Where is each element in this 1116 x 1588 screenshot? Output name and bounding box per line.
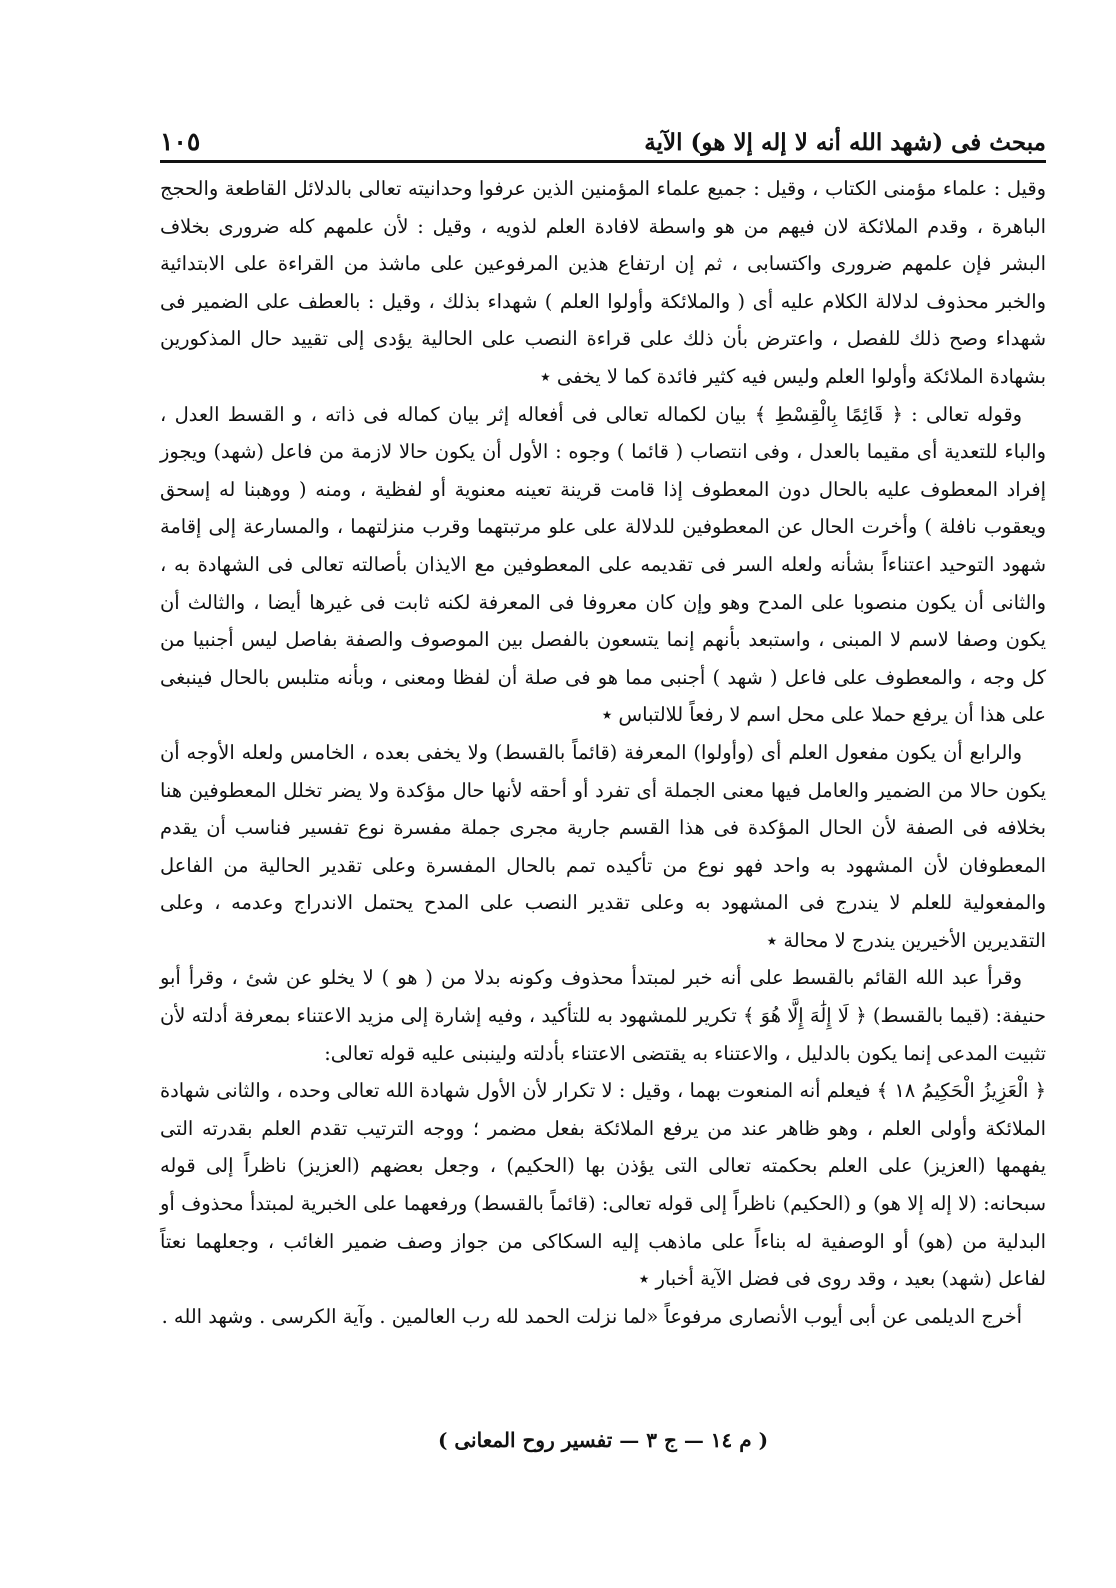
body-text xyxy=(160,170,1046,1335)
footer-signature: ( م ١٤ — ج ٣ — تفسير روح المعانى ) xyxy=(437,1428,769,1452)
paragraph-2: وقوله تعالى : ﴿ قَائِمًا بِالْقِسْطِ ﴾ بيان لكماله تعالى فى أفعاله إثر بيان كماله فى ذاته ، و القسط العدل ، والباء للتعدية أى مقيما بالعدل ، وفى انتصاب ( قائما ) وجوه : الأول أن يكون حالا لازمة من فاعل (شهد) ويجوز إفراد المعطوف عليه بالحال دون المعطوف إذا قامت قرينة تعينه معنوية أو لفظية ، ومنه ( ووهبنا له إسحق ويعقوب نافلة ) وأخرت الحال عن المعطوفين للدلالة على علو مرتبتهما وقرب منزلتهما ، والمسارعة إلى إقامة شهود التوحيد اعتناءاً بشأنه ولعله السر فى تقديمه على المعطوفين مع الايذان بأصالته تعالى فى الشهادة به ، والثانى أن يكون منصوبا على المدح وهو وإن كان معروفا فى المعرفة لكنه ثابت فى غيرها أيضا ، والثالث أن يكون وصفا لاسم لا المبنى ، واستبعد بأنهم إنما يتسعون بالفصل بين الموصوف والصفة بفاصل ليس أجنبيا من كل وجه ، والمعطوف على فاعل ( شهد ) أجنبى مما هو فى صلة أن لفظا ومعنى ، وبأنه متلبس بالحال فينبغى على هذا أن يرفع حملا على محل اسم لا رفعاً للالتباس ٭ xyxy=(160,402,1046,727)
header-rule xyxy=(160,160,1046,163)
running-title: مبحث فى (شهد الله أنه لا إله إلا هو) الآية xyxy=(644,129,1046,156)
paragraph-4: وقرأ عبد الله القائم بالقسط على أنه خبر لمبتدأ محذوف وكونه بدلا من ( هو ) لا يخلو عن شئ ، وقرأ أبو حنيفة: (قيما بالقسط) ﴿ لَا إِلَٰهَ إِلَّا هُوَ ﴾ تكرير للمشهود به للتأكيد ، وفيه إشارة إلى مزيد الاعتناء بمعرفة أدلته لأن تثبيت المدعى إنما يكون بالدليل ، والاعتناء به يقتضى الاعتناء بأدلته ولينبنى عليه قوله تعالى: xyxy=(160,966,1046,1065)
paragraph-6: أخرج الديلمى عن أبى أيوب الأنصارى مرفوعاً «لما نزلت الحمد لله رب العالمين . وآية الكرسى . وشهد الله . xyxy=(161,1304,1022,1328)
paragraph-3: والرابع أن يكون مفعول العلم أى (وأولوا) المعرفة (قائماً بالقسط) ولا يخفى بعده ، الخامس ولعله الأوجه أن يكون حالا من الضمير والعامل فيها معنى الجملة أى تفرد أو أحقه لأنها حال مؤكدة ولا يضر تخلل المعطوفين هنا بخلافه فى الصفة لأن الحال المؤكدة فى هذا القسم جارية مجرى جملة مفسرة نوع تفسير فناسب أن يقدم المعطوفان لأن المشهود به واحد فهو نوع من تأكيده تمم بالحال المفسرة وعلى تقدير الحالية من الفاعل والمفعولية للعلم لا يندرج فى المشهود به وعلى تقدير النصب على المدح يحتمل الاندراج وعدمه ، وعلى التقديرين الأخيرين يندرج لا محالة ٭ xyxy=(160,740,1046,952)
paragraph-1: وقيل : علماء مؤمنى الكتاب ، وقيل : جميع علماء المؤمنين الذين عرفوا وحدانيته تعالى بالدلائل القاطعة والحجج الباهرة ، وقدم الملائكة لان فيهم من هو واسطة لافادة العلم لذويه ، وقيل : لأن علمهم كله ضرورى بخلاف البشر فإن علمهم ضرورى واكتسابى ، ثم إن ارتفاع هذين المرفوعين على ماشذ من القراءة على الابتدائية والخبر محذوف لدلالة الكلام عليه أى ( والملائكة وأولوا العلم ) شهداء بذلك ، وقيل : بالعطف على الضمير فى شهداء وصح ذلك للفصل ، واعترض بأن ذلك على قراءة النصب على الحالية يؤدى إلى تقييد حال المذكورين بشهادة الملائكة وأولوا العلم وليس فيه كثير فائدة كما لا يخفى ٭ xyxy=(160,177,1046,388)
page-number: ١٠٥ xyxy=(160,127,201,156)
paragraph-5: ﴿ الْعَزِيزُ الْحَكِيمُ ١٨ ﴾ فيعلم أنه المنعوت بهما ، وقيل : لا تكرار لأن الأول شهادة الله تعالى وحده ، والثانى شهادة الملائكة وأولى العلم ، وهو ظاهر عند من يرفع الملائكة بفعل مضمر ؛ ووجه الترتيب تقدم العلم بقدرته التى يفهمها (العزيز) على العلم بحكمته تعالى التى يؤذن بها (الحكيم) ، وجعل بعضهم (العزيز) ناظراً إلى قوله سبحانه: (لا إله إلا هو) و (الحكيم) ناظراً إلى قوله تعالى: (قائماً بالقسط) ورفعهما على الخبرية لمبتدأ محذوف أو البدلية من (هو) أو الوصفية له بناءاً على ماذهب إليه السكاكى من جواز وصف ضمير الغائب ، وجعلهما نعتاً لفاعل (شهد) بعيد ، وقد روى فى فضل الآية أخبار ٭ xyxy=(160,1079,1046,1291)
page-header xyxy=(160,112,1046,156)
